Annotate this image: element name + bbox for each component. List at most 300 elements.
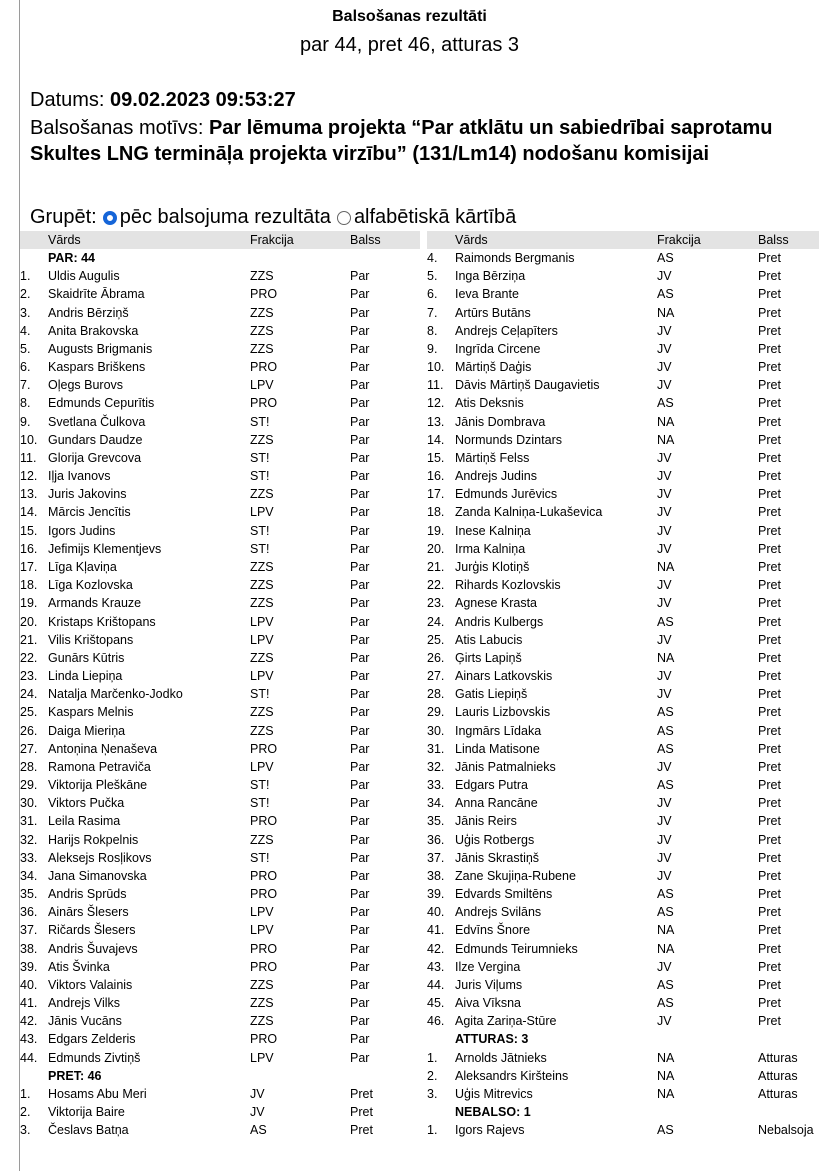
- header-vote: Balss: [350, 231, 420, 249]
- row-number: 36.: [427, 832, 445, 847]
- group-heading: PRET: 46: [48, 1068, 102, 1083]
- member-vote: Pret: [758, 360, 781, 375]
- member-faction: JV: [250, 1105, 265, 1120]
- member-vote: [350, 1067, 420, 1085]
- table-row: [20, 740, 420, 758]
- member-name: Jānis Reirs: [455, 814, 517, 829]
- row-number: 12.: [427, 396, 445, 411]
- table-row: [427, 631, 819, 649]
- member-faction: JV: [657, 687, 672, 702]
- member-faction: ZZS: [250, 578, 274, 593]
- member-vote: Pret: [758, 450, 781, 465]
- header-faction: Frakcija: [657, 231, 758, 249]
- header-name: Vārds: [48, 231, 250, 249]
- member-vote: Pret: [758, 269, 781, 284]
- member-name: Edmunds Cepurītis: [48, 396, 155, 411]
- member-vote: Par: [350, 450, 370, 465]
- member-name: Zanda Kalniņa-Lukaševica: [455, 505, 603, 520]
- member-vote: Par: [350, 669, 370, 684]
- member-faction: LPV: [250, 632, 274, 647]
- page-title: Balsošanas rezultāti: [332, 8, 487, 25]
- member-name: Kristaps Krištopans: [48, 614, 156, 629]
- member-faction: JV: [657, 759, 672, 774]
- member-vote: Par: [350, 541, 370, 556]
- member-vote: Par: [350, 959, 370, 974]
- member-faction: ZZS: [250, 705, 274, 720]
- member-name: Jefimijs Klementjevs: [48, 541, 162, 556]
- table-row: [427, 667, 819, 685]
- member-faction: JV: [657, 814, 672, 829]
- member-faction: ZZS: [250, 996, 274, 1011]
- member-name: Irma Kalniņa: [455, 541, 526, 556]
- table-row: [20, 612, 420, 630]
- member-vote: Pret: [758, 578, 781, 593]
- table-row: [20, 431, 420, 449]
- table-row: [427, 485, 819, 503]
- member-vote: Pret: [758, 541, 781, 556]
- member-faction: PRO: [250, 360, 278, 375]
- row-number: [427, 1030, 455, 1048]
- table-row: [427, 903, 819, 921]
- member-faction: NA: [657, 432, 675, 447]
- member-vote: Pret: [758, 432, 781, 447]
- table-row: [20, 976, 420, 994]
- table-row: [427, 721, 819, 739]
- table-row: [427, 376, 819, 394]
- row-number: 24.: [427, 614, 445, 629]
- member-vote: Pret: [758, 287, 781, 302]
- member-faction: JV: [657, 469, 672, 484]
- table-row: [20, 394, 420, 412]
- member-faction: ZZS: [250, 832, 274, 847]
- member-faction: ZZS: [250, 269, 274, 284]
- row-number: 7.: [20, 378, 31, 393]
- member-vote: Par: [350, 1050, 370, 1065]
- member-name: Andrejs Ceļapīters: [455, 323, 558, 338]
- row-number: 26.: [20, 723, 38, 738]
- row-number: 8.: [20, 396, 31, 411]
- row-number: 14.: [20, 505, 38, 520]
- table-row: [20, 721, 420, 739]
- member-faction: JV: [657, 868, 672, 883]
- row-number: 6.: [427, 287, 438, 302]
- group-heading-row: [427, 1030, 819, 1048]
- member-faction: JV: [657, 578, 672, 593]
- table-row: [20, 576, 420, 594]
- row-number: 9.: [20, 414, 31, 429]
- member-faction: ST!: [250, 469, 270, 484]
- row-number: 10.: [427, 360, 445, 375]
- member-faction: JV: [657, 487, 672, 502]
- member-name: Mārtiņš Felss: [455, 450, 530, 465]
- member-vote: Par: [350, 1032, 370, 1047]
- group-heading: PAR: 44: [48, 251, 96, 266]
- table-row: [427, 267, 819, 285]
- member-vote: Pret: [758, 959, 781, 974]
- table-row: [427, 849, 819, 867]
- row-number: 34.: [20, 868, 38, 883]
- row-number: 3.: [20, 1123, 31, 1138]
- table-row: [427, 503, 819, 521]
- member-name: Augusts Brigmanis: [48, 341, 153, 356]
- row-number: 31.: [427, 741, 445, 756]
- member-vote: Pret: [758, 632, 781, 647]
- member-vote: Pret: [758, 560, 781, 574]
- row-number: 9.: [427, 341, 438, 356]
- member-vote: Pret: [758, 996, 781, 1011]
- member-vote: Par: [350, 432, 370, 447]
- member-vote: Par: [350, 414, 370, 429]
- member-faction: NA: [657, 1068, 675, 1083]
- table-row: [20, 649, 420, 667]
- member-vote: Par: [350, 341, 370, 356]
- member-name: Andris Šuvajevs: [48, 941, 138, 956]
- table-row: [427, 685, 819, 703]
- member-faction: AS: [657, 741, 674, 756]
- member-vote: Par: [350, 487, 370, 502]
- member-faction: LPV: [250, 1050, 274, 1065]
- row-number: 32.: [427, 759, 445, 774]
- table-row: [20, 358, 420, 376]
- row-number: 4.: [427, 251, 438, 266]
- member-name: Linda Matisone: [455, 741, 540, 756]
- member-name: Viktors Pučka: [48, 796, 125, 811]
- table-row: [427, 322, 819, 340]
- member-faction: ZZS: [250, 650, 274, 665]
- member-name: Ģirts Lapiņš: [455, 650, 522, 665]
- member-vote: Par: [350, 378, 370, 393]
- member-faction: ST!: [250, 778, 270, 793]
- member-name: Viktorija Pleškāne: [48, 778, 148, 793]
- member-faction: ST!: [250, 850, 270, 865]
- table-row: [427, 522, 819, 540]
- member-name: Lauris Lizbovskis: [455, 705, 551, 720]
- member-vote: Atturas: [758, 1086, 798, 1101]
- table-row: [427, 1012, 819, 1030]
- row-number: 33.: [427, 778, 445, 793]
- row-number: 29.: [427, 705, 445, 720]
- radio-by-result-label[interactable]: pēc balsojuma rezultāta: [119, 206, 331, 228]
- member-name: Jurģis Klotiņš: [455, 560, 530, 574]
- member-faction: LPV: [250, 759, 274, 774]
- row-number: [427, 1103, 455, 1121]
- member-name: Zane Skujiņa-Rubene: [455, 868, 576, 883]
- table-row: [427, 249, 819, 267]
- table-row: [427, 649, 819, 667]
- member-faction: JV: [657, 341, 672, 356]
- row-number: 31.: [20, 814, 38, 829]
- member-vote: Pret: [758, 614, 781, 629]
- member-vote: Pret: [758, 341, 781, 356]
- member-faction: AS: [657, 887, 674, 902]
- member-vote: Pret: [758, 705, 781, 720]
- member-faction: JV: [657, 796, 672, 811]
- member-faction: NA: [657, 650, 675, 665]
- member-faction: PRO: [250, 741, 278, 756]
- row-number: 23.: [427, 596, 445, 611]
- group-heading-row: [20, 249, 420, 267]
- row-number: 23.: [20, 669, 38, 684]
- radio-alphabetical[interactable]: [337, 211, 351, 225]
- member-faction: ZZS: [250, 323, 274, 338]
- member-name: Edvīns Šnore: [455, 923, 531, 938]
- member-vote: Pret: [758, 687, 781, 702]
- row-number: 2.: [427, 1068, 438, 1083]
- member-faction: PRO: [250, 941, 278, 956]
- table-row: [20, 921, 420, 939]
- member-vote: Pret: [758, 596, 781, 611]
- member-name: Vilis Krištopans: [48, 632, 134, 647]
- member-name: Līga Kozlovska: [48, 578, 133, 593]
- member-name: Inese Kalniņa: [455, 523, 531, 538]
- row-number: 20.: [20, 614, 38, 629]
- member-name: Igors Rajevs: [455, 1123, 525, 1138]
- row-number: 16.: [20, 541, 38, 556]
- member-vote: Par: [350, 560, 370, 574]
- member-vote: Par: [350, 323, 370, 338]
- member-faction: JV: [657, 269, 672, 284]
- member-faction: AS: [657, 614, 674, 629]
- member-vote: Par: [350, 632, 370, 647]
- member-faction: LPV: [250, 669, 274, 684]
- member-vote: Pret: [758, 251, 781, 266]
- member-name: Natalja Marčenko-Jodko: [48, 687, 183, 702]
- member-faction: LPV: [250, 923, 274, 938]
- member-faction: ST!: [250, 796, 270, 811]
- table-row: [20, 267, 420, 285]
- row-number: 17.: [427, 487, 445, 502]
- table-row: [427, 358, 819, 376]
- motive-label: Balsošanas motīvs:: [30, 117, 209, 139]
- table-row: [427, 831, 819, 849]
- table-row: [427, 994, 819, 1012]
- member-name: Česlavs Batņa: [48, 1123, 129, 1138]
- table-row: [427, 413, 819, 431]
- table-row: [427, 449, 819, 467]
- member-name: Edmunds Zivtiņš: [48, 1050, 141, 1065]
- row-number: 18.: [427, 505, 445, 520]
- member-name: Juris Jakovins: [48, 487, 127, 502]
- member-vote: Par: [350, 469, 370, 484]
- member-vote: Par: [350, 305, 370, 320]
- member-name: Inga Bērziņa: [455, 269, 526, 284]
- table-row: [20, 758, 420, 776]
- member-faction: ST!: [250, 687, 270, 702]
- member-vote: Pret: [758, 650, 781, 665]
- member-faction: LPV: [250, 505, 274, 520]
- row-number: 6.: [20, 360, 31, 375]
- row-number: 13.: [20, 487, 38, 502]
- group-heading: ATTURAS: 3: [455, 1032, 529, 1047]
- results-table-right: [427, 231, 819, 1139]
- table-row: [20, 994, 420, 1012]
- table-row: [20, 1030, 420, 1048]
- member-vote: Par: [350, 614, 370, 629]
- member-faction: NA: [657, 1050, 675, 1065]
- member-name: Mārtiņš Daģis: [455, 360, 532, 375]
- table-row: [20, 794, 420, 812]
- table-row: [427, 794, 819, 812]
- member-name: Jānis Dombrava: [455, 414, 546, 429]
- member-faction: [250, 249, 350, 267]
- row-number: 11.: [427, 378, 444, 393]
- member-faction: ZZS: [250, 305, 274, 320]
- member-vote: [350, 249, 420, 267]
- vote-summary: par 44, pret 46, atturas 3: [299, 34, 520, 56]
- member-faction: [657, 1030, 758, 1048]
- row-number: 27.: [427, 669, 445, 684]
- member-faction: JV: [657, 323, 672, 338]
- row-number: 20.: [427, 541, 445, 556]
- row-number: 43.: [427, 959, 445, 974]
- member-faction: ZZS: [250, 341, 274, 356]
- table-row: [20, 304, 420, 322]
- table-row: [427, 285, 819, 303]
- member-vote: Par: [350, 759, 370, 774]
- member-faction: AS: [657, 1123, 674, 1138]
- member-vote: [758, 1103, 819, 1121]
- member-faction: JV: [657, 360, 672, 375]
- table-row: [20, 1121, 420, 1139]
- member-name: Andris Bērziņš: [48, 305, 129, 320]
- table-row: [20, 522, 420, 540]
- member-vote: Pret: [758, 396, 781, 411]
- row-number: 41.: [20, 996, 38, 1011]
- member-faction: AS: [657, 996, 674, 1011]
- row-number: 36.: [20, 905, 38, 920]
- group-label: Grupēt:: [30, 206, 97, 228]
- row-number: 28.: [20, 759, 38, 774]
- member-vote: Nebalsoja: [758, 1123, 814, 1138]
- row-number: 25.: [20, 705, 38, 720]
- header-number: [20, 231, 48, 249]
- table-row: [20, 503, 420, 521]
- row-number: 41.: [427, 923, 445, 938]
- member-vote: Par: [350, 705, 370, 720]
- member-faction: PRO: [250, 959, 278, 974]
- member-vote: Par: [350, 578, 370, 593]
- member-name: Ainārs Šlesers: [48, 905, 129, 920]
- table-row: [20, 958, 420, 976]
- radio-by-result[interactable]: [103, 211, 117, 225]
- member-faction: ST!: [250, 541, 270, 556]
- member-faction: JV: [657, 1014, 672, 1029]
- date-label: Datums:: [30, 89, 111, 111]
- member-name: Atis Švinka: [48, 959, 110, 974]
- member-name: Viktors Valainis: [48, 977, 133, 992]
- member-name: Aleksandrs Kiršteins: [455, 1068, 569, 1083]
- row-number: 46.: [427, 1014, 445, 1029]
- member-name: Ieva Brante: [455, 287, 519, 302]
- table-row: [427, 612, 819, 630]
- row-number: 18.: [20, 578, 38, 593]
- motive-value: Par lēmuma projekta “Par atklātu un sabiedrībai saprotamu Skultes LNG termināļa projekta virzību” (131/Lm14) nodošanu komisijai: [30, 117, 773, 165]
- row-number: 35.: [427, 814, 445, 829]
- row-number: 33.: [20, 850, 38, 865]
- member-faction: PRO: [250, 868, 278, 883]
- header-faction: Frakcija: [250, 231, 350, 249]
- table-row: [427, 1067, 819, 1085]
- member-faction: ST!: [250, 523, 270, 538]
- row-number: 19.: [427, 523, 445, 538]
- row-number: 12.: [20, 469, 38, 484]
- row-number: 42.: [427, 941, 445, 956]
- row-number: 7.: [427, 305, 438, 320]
- member-vote: Pret: [758, 378, 781, 393]
- member-faction: JV: [657, 505, 672, 520]
- member-name: Gundars Daudze: [48, 432, 143, 447]
- row-number: 14.: [427, 432, 445, 447]
- member-name: Dāvis Mārtiņš Daugavietis: [455, 378, 600, 393]
- row-number: 32.: [20, 832, 38, 847]
- member-vote: Par: [350, 796, 370, 811]
- table-row: [20, 1103, 420, 1121]
- table-row: [427, 758, 819, 776]
- member-vote: Par: [350, 596, 370, 611]
- table-row: [427, 867, 819, 885]
- table-row: [427, 885, 819, 903]
- member-vote: Par: [350, 523, 370, 538]
- row-number: 1.: [20, 1086, 31, 1101]
- table-row: [427, 1085, 819, 1103]
- table-row: [427, 940, 819, 958]
- member-vote: Pret: [758, 868, 781, 883]
- row-number: [20, 1067, 48, 1085]
- member-name: Mārcis Jencītis: [48, 505, 131, 520]
- table-row: [427, 558, 819, 576]
- row-number: 39.: [20, 959, 38, 974]
- member-name: Ingmārs Līdaka: [455, 723, 542, 738]
- member-name: Hosams Abu Meri: [48, 1086, 147, 1101]
- member-name: Oļegs Burovs: [48, 378, 124, 393]
- table-row: [427, 703, 819, 721]
- radio-alphabetical-label[interactable]: alfabētiskā kārtībā: [353, 206, 517, 228]
- member-faction: JV: [657, 832, 672, 847]
- table-row: [20, 413, 420, 431]
- member-vote: Par: [350, 723, 370, 738]
- table-row: [20, 812, 420, 830]
- member-name: Viktorija Baire: [48, 1105, 125, 1120]
- member-vote: Par: [350, 778, 370, 793]
- row-number: 5.: [427, 269, 438, 284]
- table-row: [427, 431, 819, 449]
- member-vote: Par: [350, 505, 370, 520]
- table-row: [20, 340, 420, 358]
- member-name: Kaspars Melnis: [48, 705, 134, 720]
- member-name: Rihards Kozlovskis: [455, 578, 561, 593]
- member-vote: Par: [350, 941, 370, 956]
- member-name: Jānis Vucāns: [48, 1014, 122, 1029]
- row-number: 21.: [20, 632, 38, 647]
- table-row: [20, 776, 420, 794]
- member-vote: Pret: [350, 1123, 373, 1138]
- table-row: [20, 558, 420, 576]
- member-faction: JV: [657, 378, 672, 393]
- member-faction: PRO: [250, 1032, 278, 1047]
- member-name: Atis Labucis: [455, 632, 523, 647]
- table-row: [427, 740, 819, 758]
- member-vote: Pret: [350, 1105, 373, 1120]
- member-name: Andris Kulbergs: [455, 614, 544, 629]
- member-vote: Pret: [758, 923, 781, 938]
- row-number: 16.: [427, 469, 445, 484]
- table-row: [427, 576, 819, 594]
- member-vote: Pret: [758, 505, 781, 520]
- member-name: Uldis Augulis: [48, 269, 120, 284]
- member-name: Gatis Liepiņš: [455, 687, 528, 702]
- member-faction: LPV: [250, 378, 274, 393]
- member-vote: Pret: [758, 414, 781, 429]
